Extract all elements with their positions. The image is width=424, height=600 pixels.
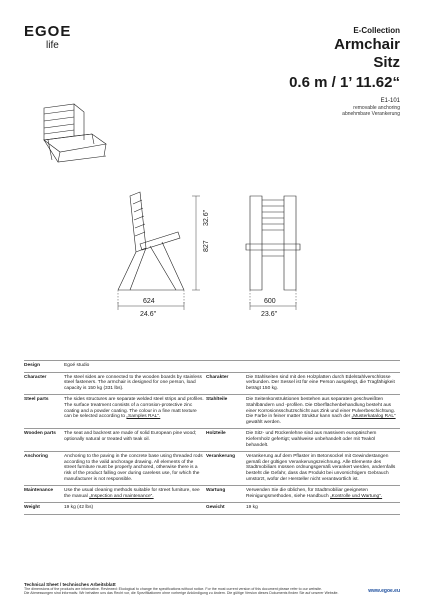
spec-text-en: The steel sides are connected to the wooden boards by stainless steel fasteners. The armchair is designed for one person, load capacity is 150 kg (331 lbs). [64, 372, 206, 395]
spec-text-de: Die Sitz- und Rückenlehne sind aus massivem europäischem Kiefernholz gefertigt; wahlweise unbehandelt oder mit Teaköl behandelt. [246, 429, 400, 452]
spec-label-de [206, 361, 246, 373]
footer-text-en: The dimensions of the products are informative. Reviewed: Ekological to change the specifications without notice. For the most current version of this document please refer to our website. [24, 587, 323, 591]
spec-text-de: Verankerung auf dem Pflaster im Betonsockel mit Gewindestangen gemäß der gültigen Verankerungszeichnung. Alle Elemente des Stadtmobiliars müssen ordnungsgemäß verankert werden, andernfalls besteht die Gefahr, dass das Produkt bei unvorsichtigem Gebrauch umstürzt, wofür der Hersteller nicht verantwortlich ist. [246, 452, 400, 486]
musterkatalog-ral-link[interactable]: „Musterkatalog RAL“ [351, 414, 396, 420]
anchoring-note-en: removable anchoring [353, 105, 400, 111]
kontrolle-wartung-link[interactable]: „Kontrolle und Wartung“. [330, 493, 383, 499]
spec-label-en: Character [24, 372, 64, 395]
product-code: E1-101 [380, 98, 400, 104]
width-in-label: 24.6" [140, 311, 157, 318]
spec-label-de: Holzteile [206, 429, 246, 452]
product-title-de: Sitz [373, 54, 400, 71]
spec-label-de: Charakter [206, 372, 246, 395]
spec-label-de: Stahlteile [206, 395, 246, 429]
samples-ral-link[interactable]: „Samples RAL“. [126, 414, 161, 420]
collection-name: E-Collection [353, 26, 400, 35]
depth-in-label: 23.6" [261, 311, 278, 318]
spec-label-en: Maintenance [24, 486, 64, 503]
spec-label-en: Steel parts [24, 395, 64, 429]
height-in-label: 32.6" [203, 209, 210, 226]
spec-cell-en [64, 395, 206, 429]
spec-label-de: Gewicht [206, 503, 246, 515]
spec-cell-de [246, 395, 400, 429]
spec-text-de: Die Stahlseiten sind mit den Holzplatten durch Edelstahlverschlüsse verbunden. Der Sessel ist für eine Person ausgelegt, die Tragfähigkeit beträgt 150 kg. [246, 372, 400, 395]
spec-label-en: Design [24, 361, 64, 373]
table-row [24, 503, 400, 515]
inspection-maintenance-link[interactable]: „Inspection and maintenance“. [89, 493, 154, 499]
table-row [24, 429, 400, 452]
spec-label-en: Wooden parts [24, 429, 64, 452]
table-row [24, 395, 400, 429]
spec-text-en: Use the usual cleaning methods suitable for street furniture, see the manual [64, 488, 200, 499]
spec-text-en: The sides structures are separate welded steel strips and profiles. The surface treatment consists of a corrosion-protective zinc coating and a powder coating. The colour in a fine matt texture can be selected according to [64, 397, 204, 420]
website-link[interactable]: www.egoe.eu [368, 588, 400, 594]
spec-label-en: Anchoring [24, 452, 64, 486]
spec-label-en: Weight [24, 503, 64, 515]
spec-text-de-tail: gewählt werden. [246, 419, 281, 425]
spec-text-de: Die Seitenkonstruktionen bestehen aus separaten geschweißten Stahlbändern und -profilen. Die Oberflächenbehandlung besteht aus einer Korrosionsschutzschicht aus Zink und einer Pulverbeschichtung. Die Farbe in feiner matter Struktur kann nach der [246, 397, 396, 420]
product-title-en: Armchair [334, 36, 400, 53]
table-row [24, 372, 400, 395]
spec-text-de [246, 361, 400, 373]
footer [24, 582, 400, 596]
product-dimension: 0.6 m / 1’ 11.62“ [289, 74, 400, 91]
spec-text-de: Verwenden Sie die üblichen, für Stadtmobiliar geeigneten Reinigungsmethoden, siehe Handbuch [246, 488, 368, 499]
logo-wordmark: EGOE [24, 23, 72, 40]
table-row [24, 452, 400, 486]
table-row [24, 361, 400, 373]
spec-table [24, 360, 400, 515]
footer-text-de: Die Abmessungen sind informativ. Wir behalten uns das Recht vor, die Spezifikationen ohne vorherige Ankündigung zu ändern. Die gültige Version dieses Dokuments finden Sie auf unserer Website. [24, 591, 339, 596]
spec-text-en: Egoé studio [64, 361, 206, 373]
depth-mm-label: 600 [264, 298, 276, 305]
footer-title: Technical Sheet / technisches Arbeitsblatt [24, 582, 116, 587]
spec-cell-de [246, 486, 400, 503]
spec-label-de: Wartung [206, 486, 246, 503]
width-mm-label: 624 [143, 298, 155, 305]
anchoring-note-de: abnehmbare Verankerung [342, 111, 400, 117]
spec-label-de: Verankerung [206, 452, 246, 486]
height-mm-label: 827 [203, 240, 210, 252]
side-view [118, 192, 184, 290]
isometric-view [44, 104, 106, 162]
front-view [246, 196, 300, 290]
table-row [24, 486, 400, 503]
spec-text-en: 19 kg (42 lbs) [64, 503, 206, 515]
spec-cell-en [64, 486, 206, 503]
spec-text-de: 19 kg [246, 503, 400, 515]
spec-text-en: The seat and backrest are made of solid European pine wood; optionally natural or treated with teak oil. [64, 429, 206, 452]
spec-text-en: Anchoring to the paving in the concrete base using threaded rods according to the valid anchorage drawing. All elements of the street furniture must be properly anchored, otherwise there is a risk of the product falling over during careless use, for which the manufacturer is not responsible. [64, 452, 206, 486]
logo-subtitle: life [46, 40, 59, 51]
